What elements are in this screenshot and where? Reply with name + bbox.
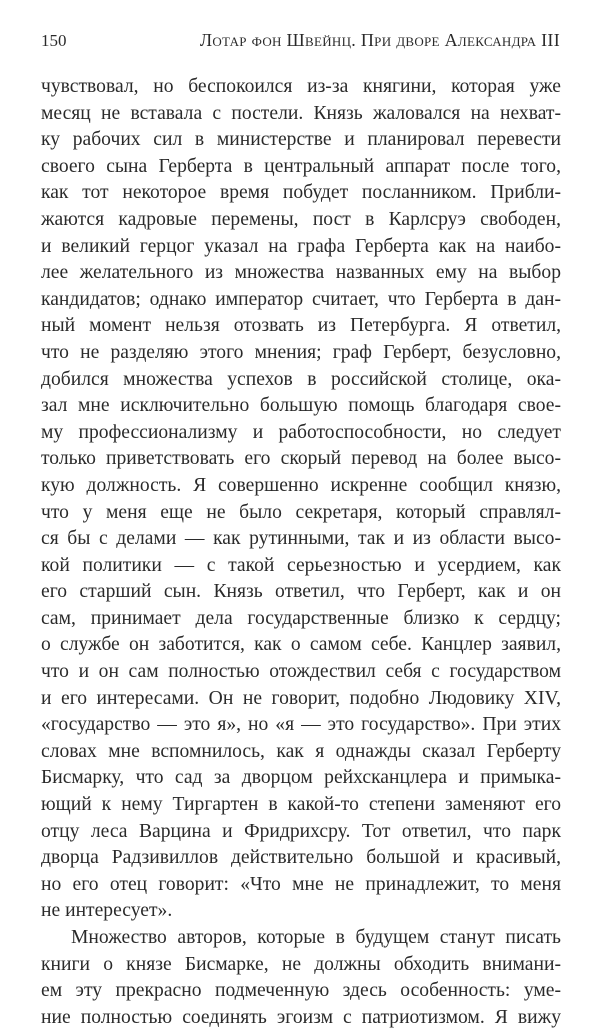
text-line: что у меня еще не было секретаря, который справлял-: [41, 501, 561, 523]
text-line: ся бы с делами — как рутинными, так и из области высо-: [41, 528, 561, 550]
text-line: кой политики — с такой серьезностью и усердием, как: [41, 554, 561, 576]
text-line: сам, принимает дела государственные близко к сердцу;: [41, 607, 561, 629]
text-line: зал мне исключительно большую помощь благодаря свое-: [41, 395, 561, 417]
text-line: му профессионализму и работоспособности, но следует: [41, 421, 561, 443]
text-line: ку рабочих сил в министерстве и планировал перевести: [41, 129, 561, 151]
text-line: его старший сын. Князь ответил, что Герберт, как и он: [41, 581, 561, 603]
text-line: отцу леса Варцина и Фридрихсру. Тот ответил, что парк: [41, 820, 561, 842]
paragraph: [41, 74, 561, 925]
text-line: не интересует».: [41, 900, 173, 922]
text-line: ющий к нему Тиргартен в какой-то степени заменяют его: [41, 794, 561, 816]
text-line: добился множества успехов в российской столице, ока-: [41, 368, 561, 390]
text-line: ем эту прекрасно подмеченную здесь особенность: уме-: [41, 980, 561, 1002]
text-line: дворца Радзивиллов действительно большой и красивый,: [41, 847, 561, 869]
page-number: 150: [41, 31, 67, 50]
text-line: о службе он заботится, как о самом себе. Канцлер заявил,: [41, 634, 561, 656]
text-line: словах мне вспомнилось, как я однажды сказал Герберту: [41, 740, 561, 762]
text-line: кандидатов; однако император считает, что Герберта в дан-: [41, 288, 561, 310]
text-line: и великий герцог указал на графа Герберта как на наибо-: [41, 235, 561, 257]
text-line: «государство — это я», но «я — это государство». При этих: [41, 714, 561, 736]
paragraph: [41, 925, 561, 1031]
page-header: [41, 30, 560, 56]
text-line: чувствовал, но беспокоился из-за княгини, которая уже: [41, 76, 561, 97]
text-line: своего сына Герберта в центральный аппарат после того,: [41, 155, 561, 177]
text-line: ние полностью соединять эгоизм с патриотизмом. Я вижу: [41, 1006, 561, 1028]
text-line: Бисмарку, что сад за дворцом рейхсканцлера и примыка-: [41, 767, 561, 789]
text-line: кую должность. Я совершенно искренне сообщил князю,: [41, 474, 561, 496]
text-line: что не разделяю этого мнения; граф Герберт, безусловно,: [41, 341, 561, 363]
text-line: как тот некоторое время побудет посланником. Прибли-: [41, 182, 561, 204]
text-line: только приветствовать его скорый перевод на более высо-: [41, 448, 561, 470]
text-line: Множество авторов, которые в будущем станут писать: [71, 927, 561, 948]
text-line: но его отец говорит: «Что мне не принадлежит, то меня: [41, 873, 561, 895]
page-body: [41, 74, 561, 1031]
text-line: ный момент нельзя отозвать из Петербурга. Я ответил,: [41, 315, 561, 337]
text-line: что и он сам полностью отождествил себя с государством: [41, 661, 561, 683]
text-line: месяц не вставала с постели. Князь жаловался на нехват-: [41, 102, 561, 124]
text-line: книги о князе Бисмарке, не должны обходить внимани-: [41, 953, 561, 975]
running-title: Лотар фон Швейнц. При дворе Александра III: [199, 30, 560, 50]
text-line: лее желательного из множества названных ему на выбор: [41, 262, 561, 284]
text-line: жаются кадровые перемены, пост в Карлсруэ свободен,: [41, 208, 561, 230]
text-line: и его интересами. Он не говорит, подобно Людовику XIV,: [41, 687, 561, 709]
